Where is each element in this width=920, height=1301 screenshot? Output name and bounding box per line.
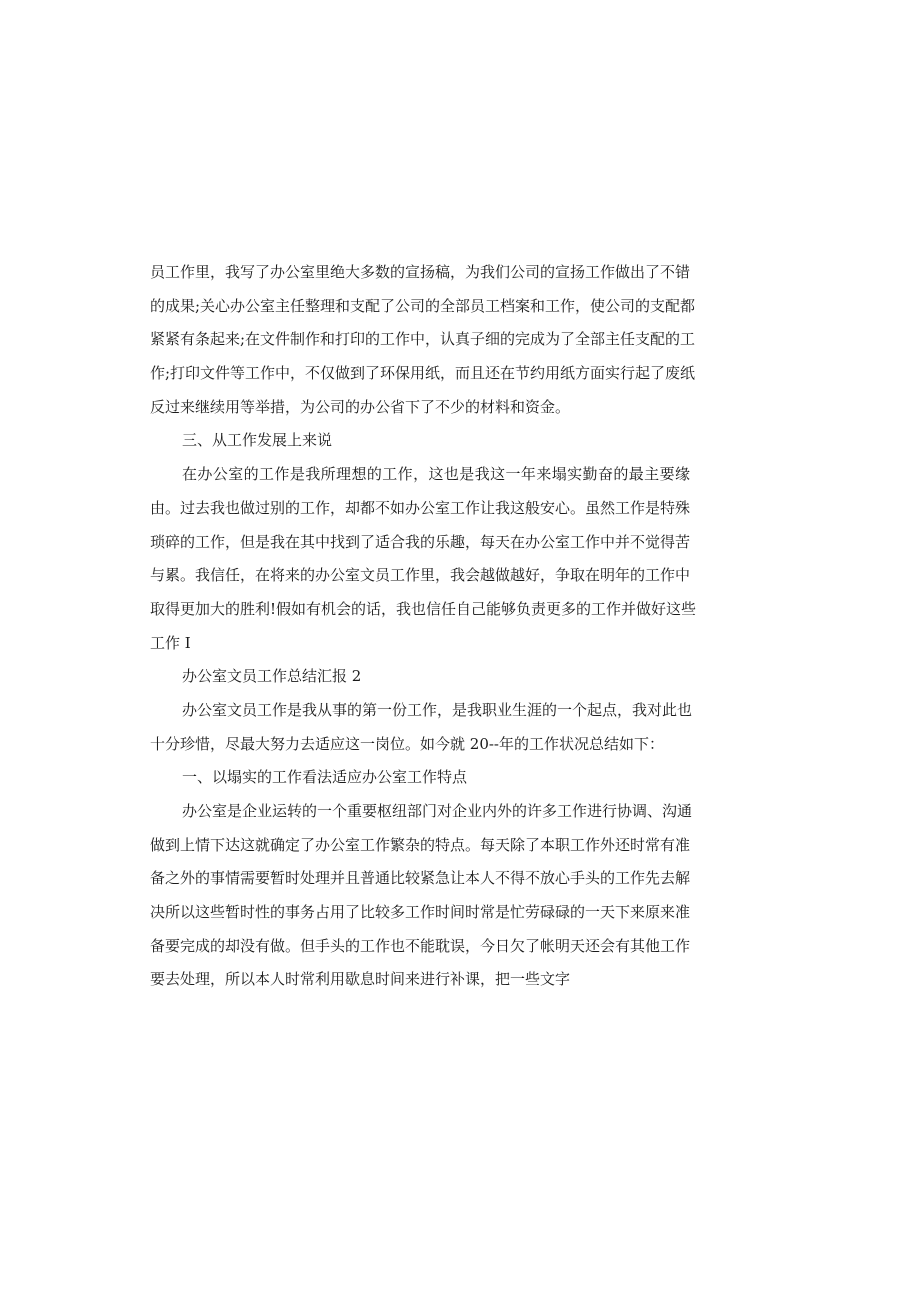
section-heading-1: 一、以塌实的工作看法适应办公室工作特点 — [182, 768, 468, 787]
section-heading-3: 三、从工作发展上来说 — [182, 431, 333, 450]
text-line-22: 要去处理，所以本人时常利用歇息时间来进行补课，把一些文字 — [150, 970, 571, 989]
text-line-18: 做到上情下达这就确定了办公室工作繁杂的特点。每天除了本职工作外还时常有准 — [150, 835, 691, 854]
text-line-14: 办公室文员工作是我从事的第一份工作，是我职业生涯的一个起点，我对此也 — [182, 700, 693, 719]
text-line-9: 琐碎的工作，但是我在其中找到了适合我的乐趣，每天在办公室工作中并不觉得苦 — [150, 532, 691, 551]
text-line-12: 工作 I — [150, 633, 191, 652]
text-line-8: 由。过去我也做过别的工作，却都不如办公室工作让我这般安心。虽然工作是特殊 — [150, 498, 691, 517]
text-line-17: 办公室是企业运转的一个重要枢纽部门对企业内外的许多工作进行协调、沟通 — [182, 802, 693, 820]
text-line-4: 作;打印文件等工作中，不仅做到了环保用纸，而且还在节约用纸方面实行起了废纸 — [150, 364, 696, 383]
report-title-2: 办公室文员工作总结汇报 2 — [182, 667, 362, 686]
text-line-5: 反过来继续用等举措，为公司的办公省下了不少的材料和资金。 — [150, 397, 571, 416]
text-line-10: 与累。我信任，在将来的办公室文员工作里，我会越做越好，争取在明年的工作中 — [150, 566, 691, 585]
text-line-15: 十分珍惜，尽最大努力去适应这一岗位。如今就 20--年的工作状况总结如下： — [150, 734, 664, 753]
document-body — [150, 256, 697, 997]
text-line-20: 决所以这些暂时性的事务占用了比较多工作时间时常是忙劳碌碌的一天下来原来准 — [150, 903, 691, 922]
text-line-1: 员工作里，我写了办公室里绝大多数的宣扬稿，为我们公司的宣扬工作做出了不错 — [150, 263, 691, 281]
text-line-11: 取得更加大的胜利!假如有机会的话，我也信任自己能够负责更多的工作并做好这些 — [150, 599, 697, 618]
text-line-2: 的成果;关心办公室主任整理和支配了公司的全部员工档案和工作，使公司的支配都 — [150, 296, 696, 315]
text-line-7: 在办公室的工作是我所理想的工作，这也是我这一年来塌实勤奋的最主要缘 — [182, 465, 690, 484]
text-line-3: 紧紧有条起来;在文件制作和打印的工作中，认真子细的完成为了全部主任支配的工 — [150, 330, 696, 349]
text-line-21: 备要完成的却没有做。但手头的工作也不能耽误，今日欠了帐明天还会有其他工作 — [150, 936, 691, 955]
text-line-19: 备之外的事情需要暂时处理并且普通比较紧急让本人不得不放心手头的工作先去解 — [150, 869, 691, 888]
